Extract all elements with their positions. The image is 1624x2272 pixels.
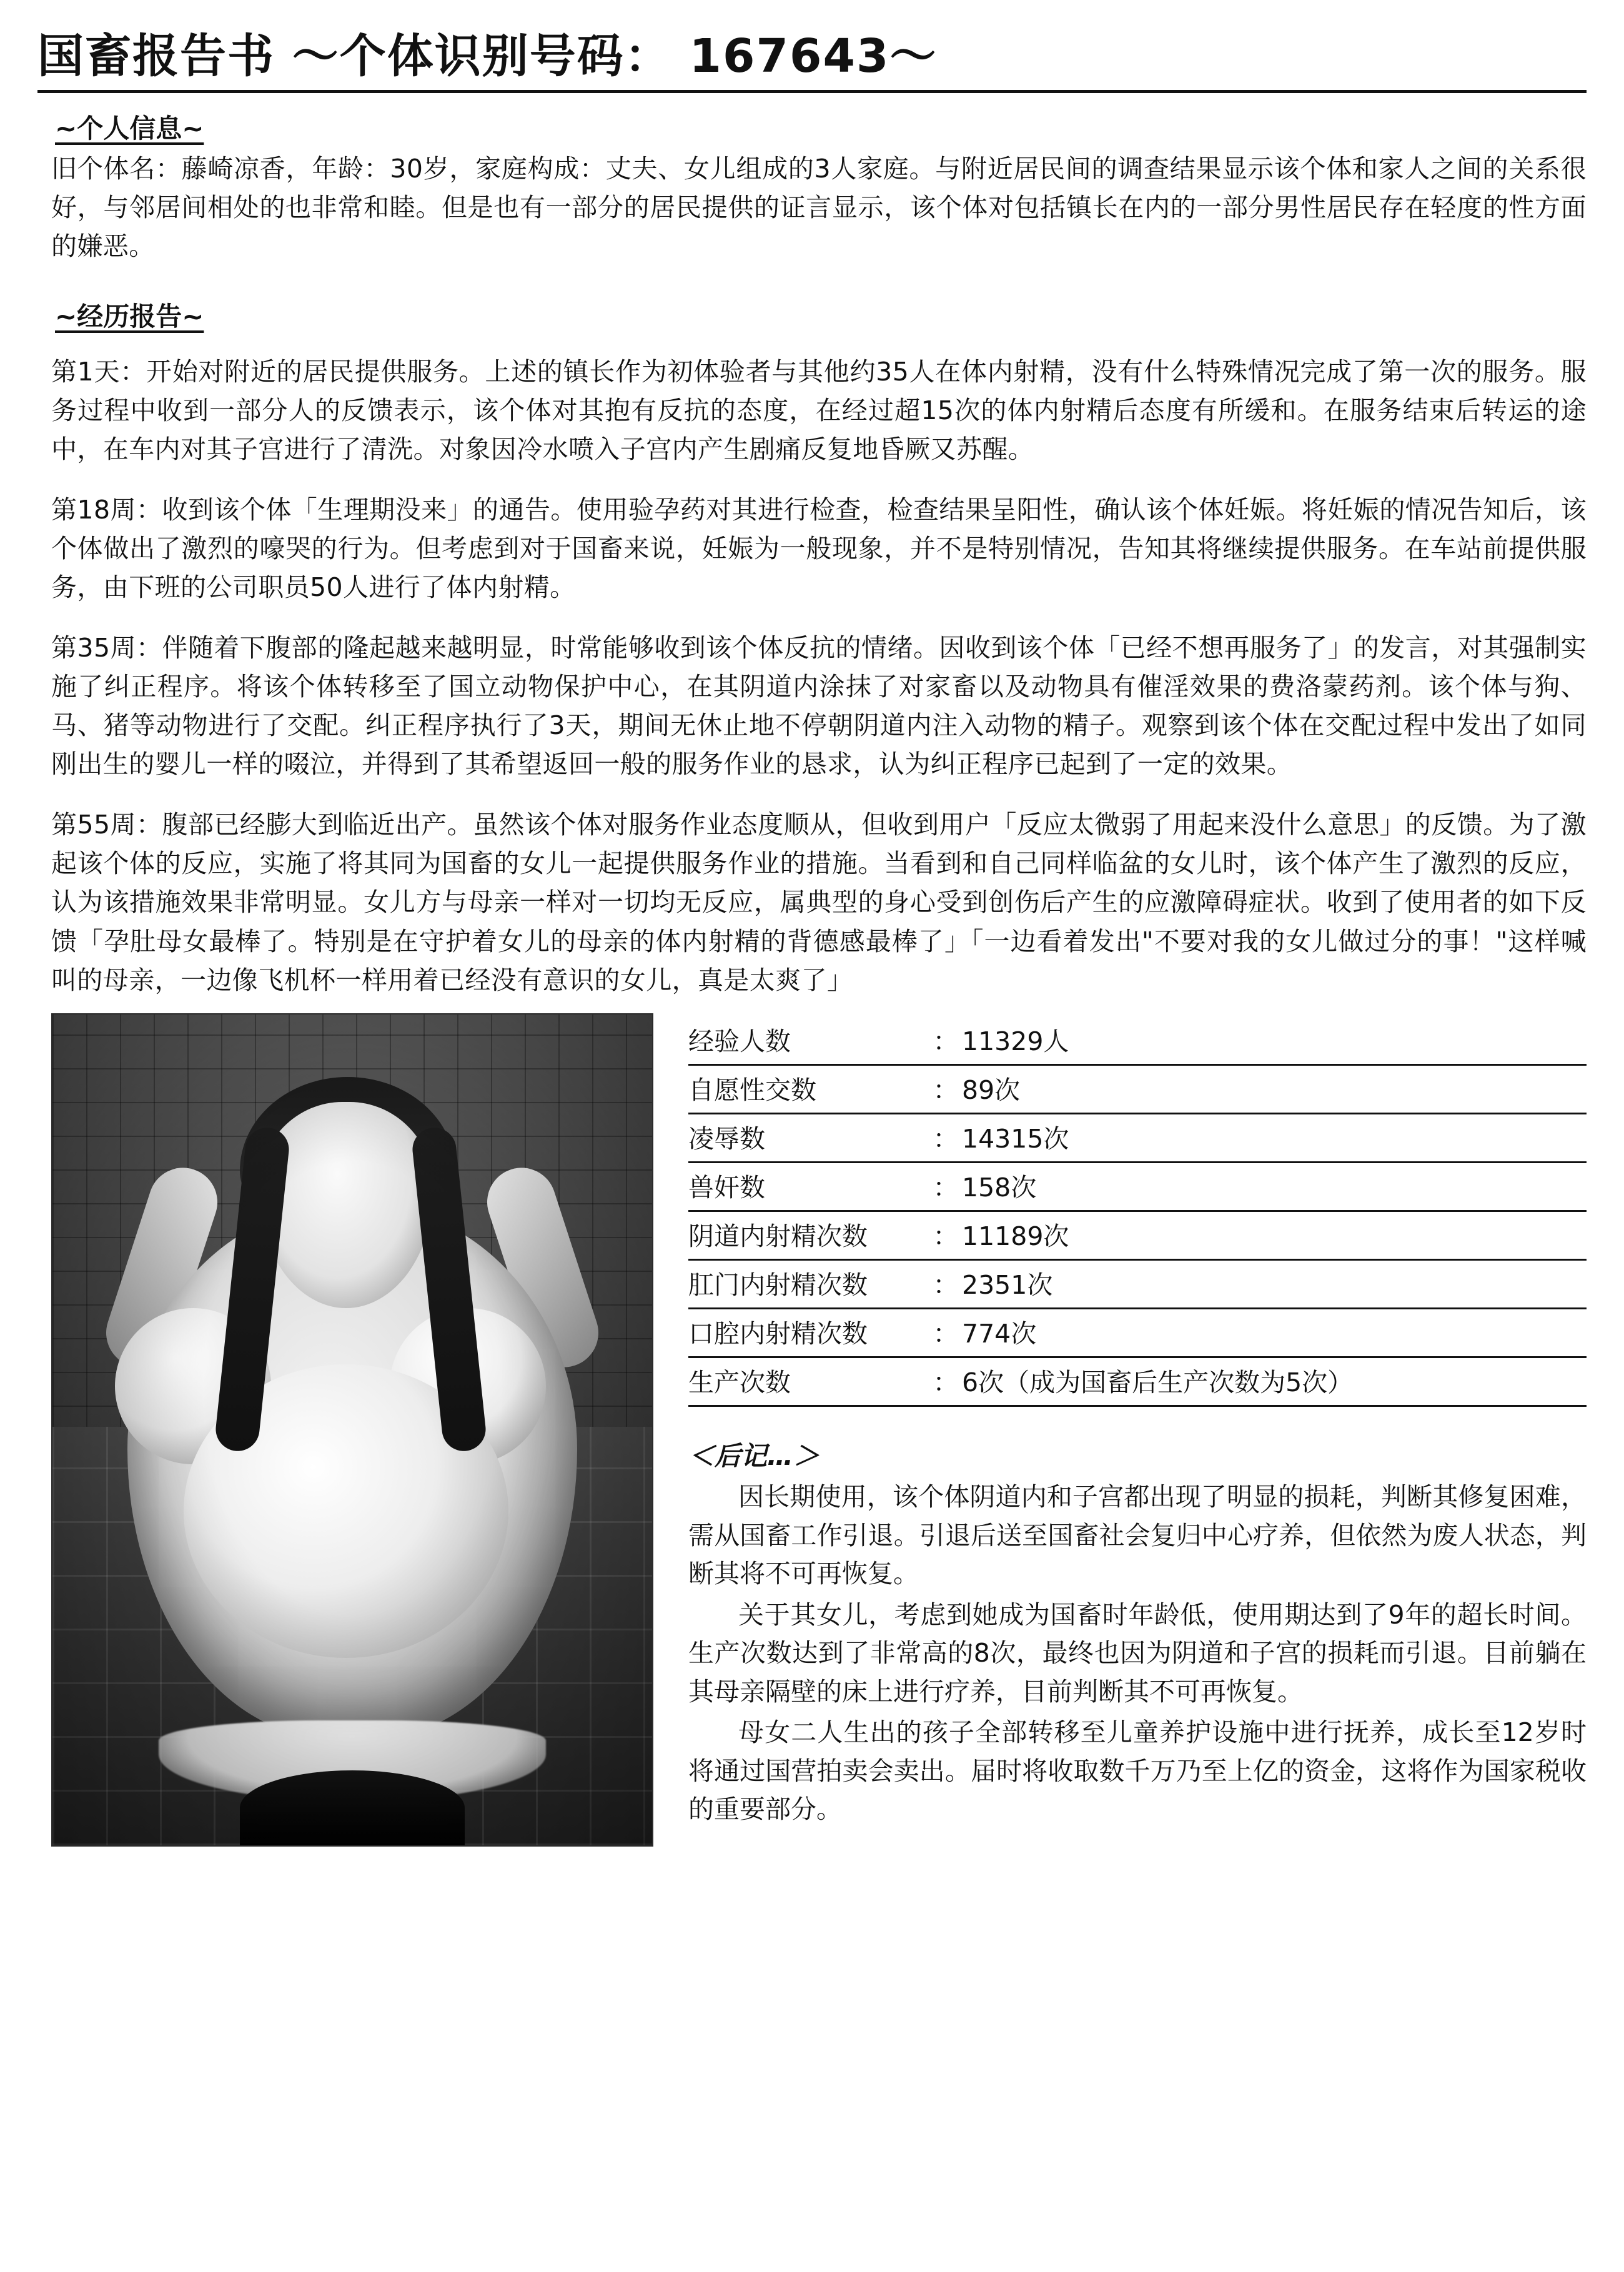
afterword-heading: ＜后记…＞	[688, 1441, 820, 1472]
afterword-paragraph: 母女二人生出的孩子全部转移至儿童养护设施中进行抚养，成长至12岁时将通过国营拍卖会卖出。届时将收取数千万乃至上亿的资金，这将作为国家税收的重要部分。	[688, 1717, 1587, 1825]
stats-and-afterword-column	[653, 1013, 1587, 1847]
personal-info-section	[37, 108, 1587, 266]
stat-separator: ：	[932, 1017, 959, 1065]
stat-separator: ：	[932, 1260, 959, 1309]
lower-area	[51, 1013, 1587, 1847]
stat-value: 774次	[959, 1309, 1587, 1357]
stat-separator: ：	[932, 1309, 959, 1357]
stat-label: 口腔内射精次数	[688, 1309, 932, 1357]
history-entry: 第18周：收到该个体「生理期没来」的通告。使用验孕药对其进行检查，检查结果呈阳性，确认该个体妊娠。将妊娠的情况告知后，该个体做出了激烈的嚎哭的行为。但考虑到对于国畜来说，妊娠为一般现象，并不是特别情况，告知其将继续提供服务。在车站前提供服务，由下班的公司职员50人进行了体内射精。	[51, 494, 1587, 603]
table-row	[688, 1357, 1587, 1406]
personal-info-heading: ~个人信息~	[55, 112, 204, 144]
stat-label: 自愿性交数	[688, 1065, 932, 1114]
illustration-vignette	[52, 1014, 652, 1845]
stat-value: 89次	[959, 1065, 1587, 1114]
history-entry: 第1天：开始对附近的居民提供服务。上述的镇长作为初体验者与其他约35人在体内射精，没有什么特殊情况完成了第一次的服务。服务过程中收到一部分人的反馈表示，该个体对其抱有反抗的态度，在经过超15次的体内射精后态度有所缓和。在服务结束后转运的途中，在车内对其子宫进行了清洗。对象因冷水喷入子宫内产生剧痛反复地昏厥又苏醒。	[51, 356, 1587, 465]
table-row	[688, 1017, 1587, 1065]
history-entry: 第35周：伴随着下腹部的隆起越来越明显，时常能够收到该个体反抗的情绪。因收到该个体「已经不想再服务了」的发言，对其强制实施了纠正程序。将该个体转移至了国立动物保护中心，在其阴道内涂抹了对家畜以及动物具有催淫效果的费洛蒙药剂。该个体与狗、马、猪等动物进行了交配。纠正程序执行了3天，期间无休止地不停朝阴道内注入动物的精子。观察到该个体在交配过程中发出了如同刚出生的婴儿一样的啜泣，并得到了其希望返回一般的服务作业的恳求，认为纠正程序已起到了一定的效果。	[51, 632, 1587, 780]
stat-separator: ：	[932, 1211, 959, 1260]
table-row	[688, 1163, 1587, 1211]
afterword-paragraph: 因长期使用，该个体阴道内和子宫都出现了明显的损耗，判断其修复困难，需从国畜工作引退。引退后送至国畜社会复归中心疗养，但依然为废人状态，判断其将不可再恢复。	[688, 1482, 1587, 1589]
stat-value: 6次（成为国畜后生产次数为5次）	[959, 1357, 1587, 1406]
stat-value: 11329人	[959, 1017, 1587, 1065]
stat-separator: ：	[932, 1357, 959, 1406]
title-block	[37, 29, 1587, 93]
personal-info-body: 旧个体名：藤崎凉香，年龄：30岁，家庭构成：丈夫、女儿组成的3人家庭。与附近居民间的调查结果显示该个体和家人之间的关系很好，与邻居间相处的也非常和睦。但是也有一部分的居民提供的证言显示，该个体对包括镇长在内的一部分男性居民存在轻度的性方面的嫌恶。	[51, 153, 1587, 262]
stat-separator: ：	[932, 1114, 959, 1163]
statistics-table	[688, 1017, 1587, 1407]
stat-separator: ：	[932, 1163, 959, 1211]
stat-value: 2351次	[959, 1260, 1587, 1309]
afterword-paragraph: 关于其女儿，考虑到她成为国畜时年龄低，使用期达到了9年的超长时间。生产次数达到了非常高的8次，最终也因为阴道和子宫的损耗而引退。目前躺在其母亲隔壁的床上进行疗养，目前判断其不可再恢复。	[688, 1599, 1587, 1707]
table-row	[688, 1065, 1587, 1114]
stat-value: 158次	[959, 1163, 1587, 1211]
table-row	[688, 1211, 1587, 1260]
stat-label: 肛门内射精次数	[688, 1260, 932, 1309]
stat-separator: ：	[932, 1065, 959, 1114]
table-row	[688, 1114, 1587, 1163]
table-row	[688, 1309, 1587, 1357]
stat-value: 14315次	[959, 1114, 1587, 1163]
stat-label: 阴道内射精次数	[688, 1211, 932, 1260]
stat-label: 兽奸数	[688, 1163, 932, 1211]
stat-label: 凌辱数	[688, 1114, 932, 1163]
report-illustration	[51, 1013, 653, 1847]
stat-value: 11189次	[959, 1211, 1587, 1260]
history-report-section	[37, 296, 1587, 1000]
history-report-heading: ~经历报告~	[55, 300, 204, 332]
table-row	[688, 1260, 1587, 1309]
history-entry: 第55周：腹部已经膨大到临近出产。虽然该个体对服务作业态度顺从，但收到用户「反应太微弱了用起来没什么意思」的反馈。为了激起该个体的反应，实施了将其同为国畜的女儿一起提供服务作业的措施。当看到和自己同样临盆的女儿时，该个体产生了激烈的反应，认为该措施效果非常明显。女儿方与母亲一样对一切均无反应，属典型的身心受到创伤后产生的应激障碍症状。收到了使用者的如下反馈「孕肚母女最棒了。特别是在守护着女儿的母亲的体内射精的背德感最棒了」「一边看着发出"不要对我的女儿做过分的事！"这样喊叫的母亲，一边像飞机杯一样用着已经没有意识的女儿，真是太爽了」	[51, 809, 1587, 995]
stat-label: 生产次数	[688, 1357, 932, 1406]
stat-label: 经验人数	[688, 1017, 932, 1065]
page-title: 国畜报告书 ～个体识别号码： 167643～	[37, 29, 938, 83]
